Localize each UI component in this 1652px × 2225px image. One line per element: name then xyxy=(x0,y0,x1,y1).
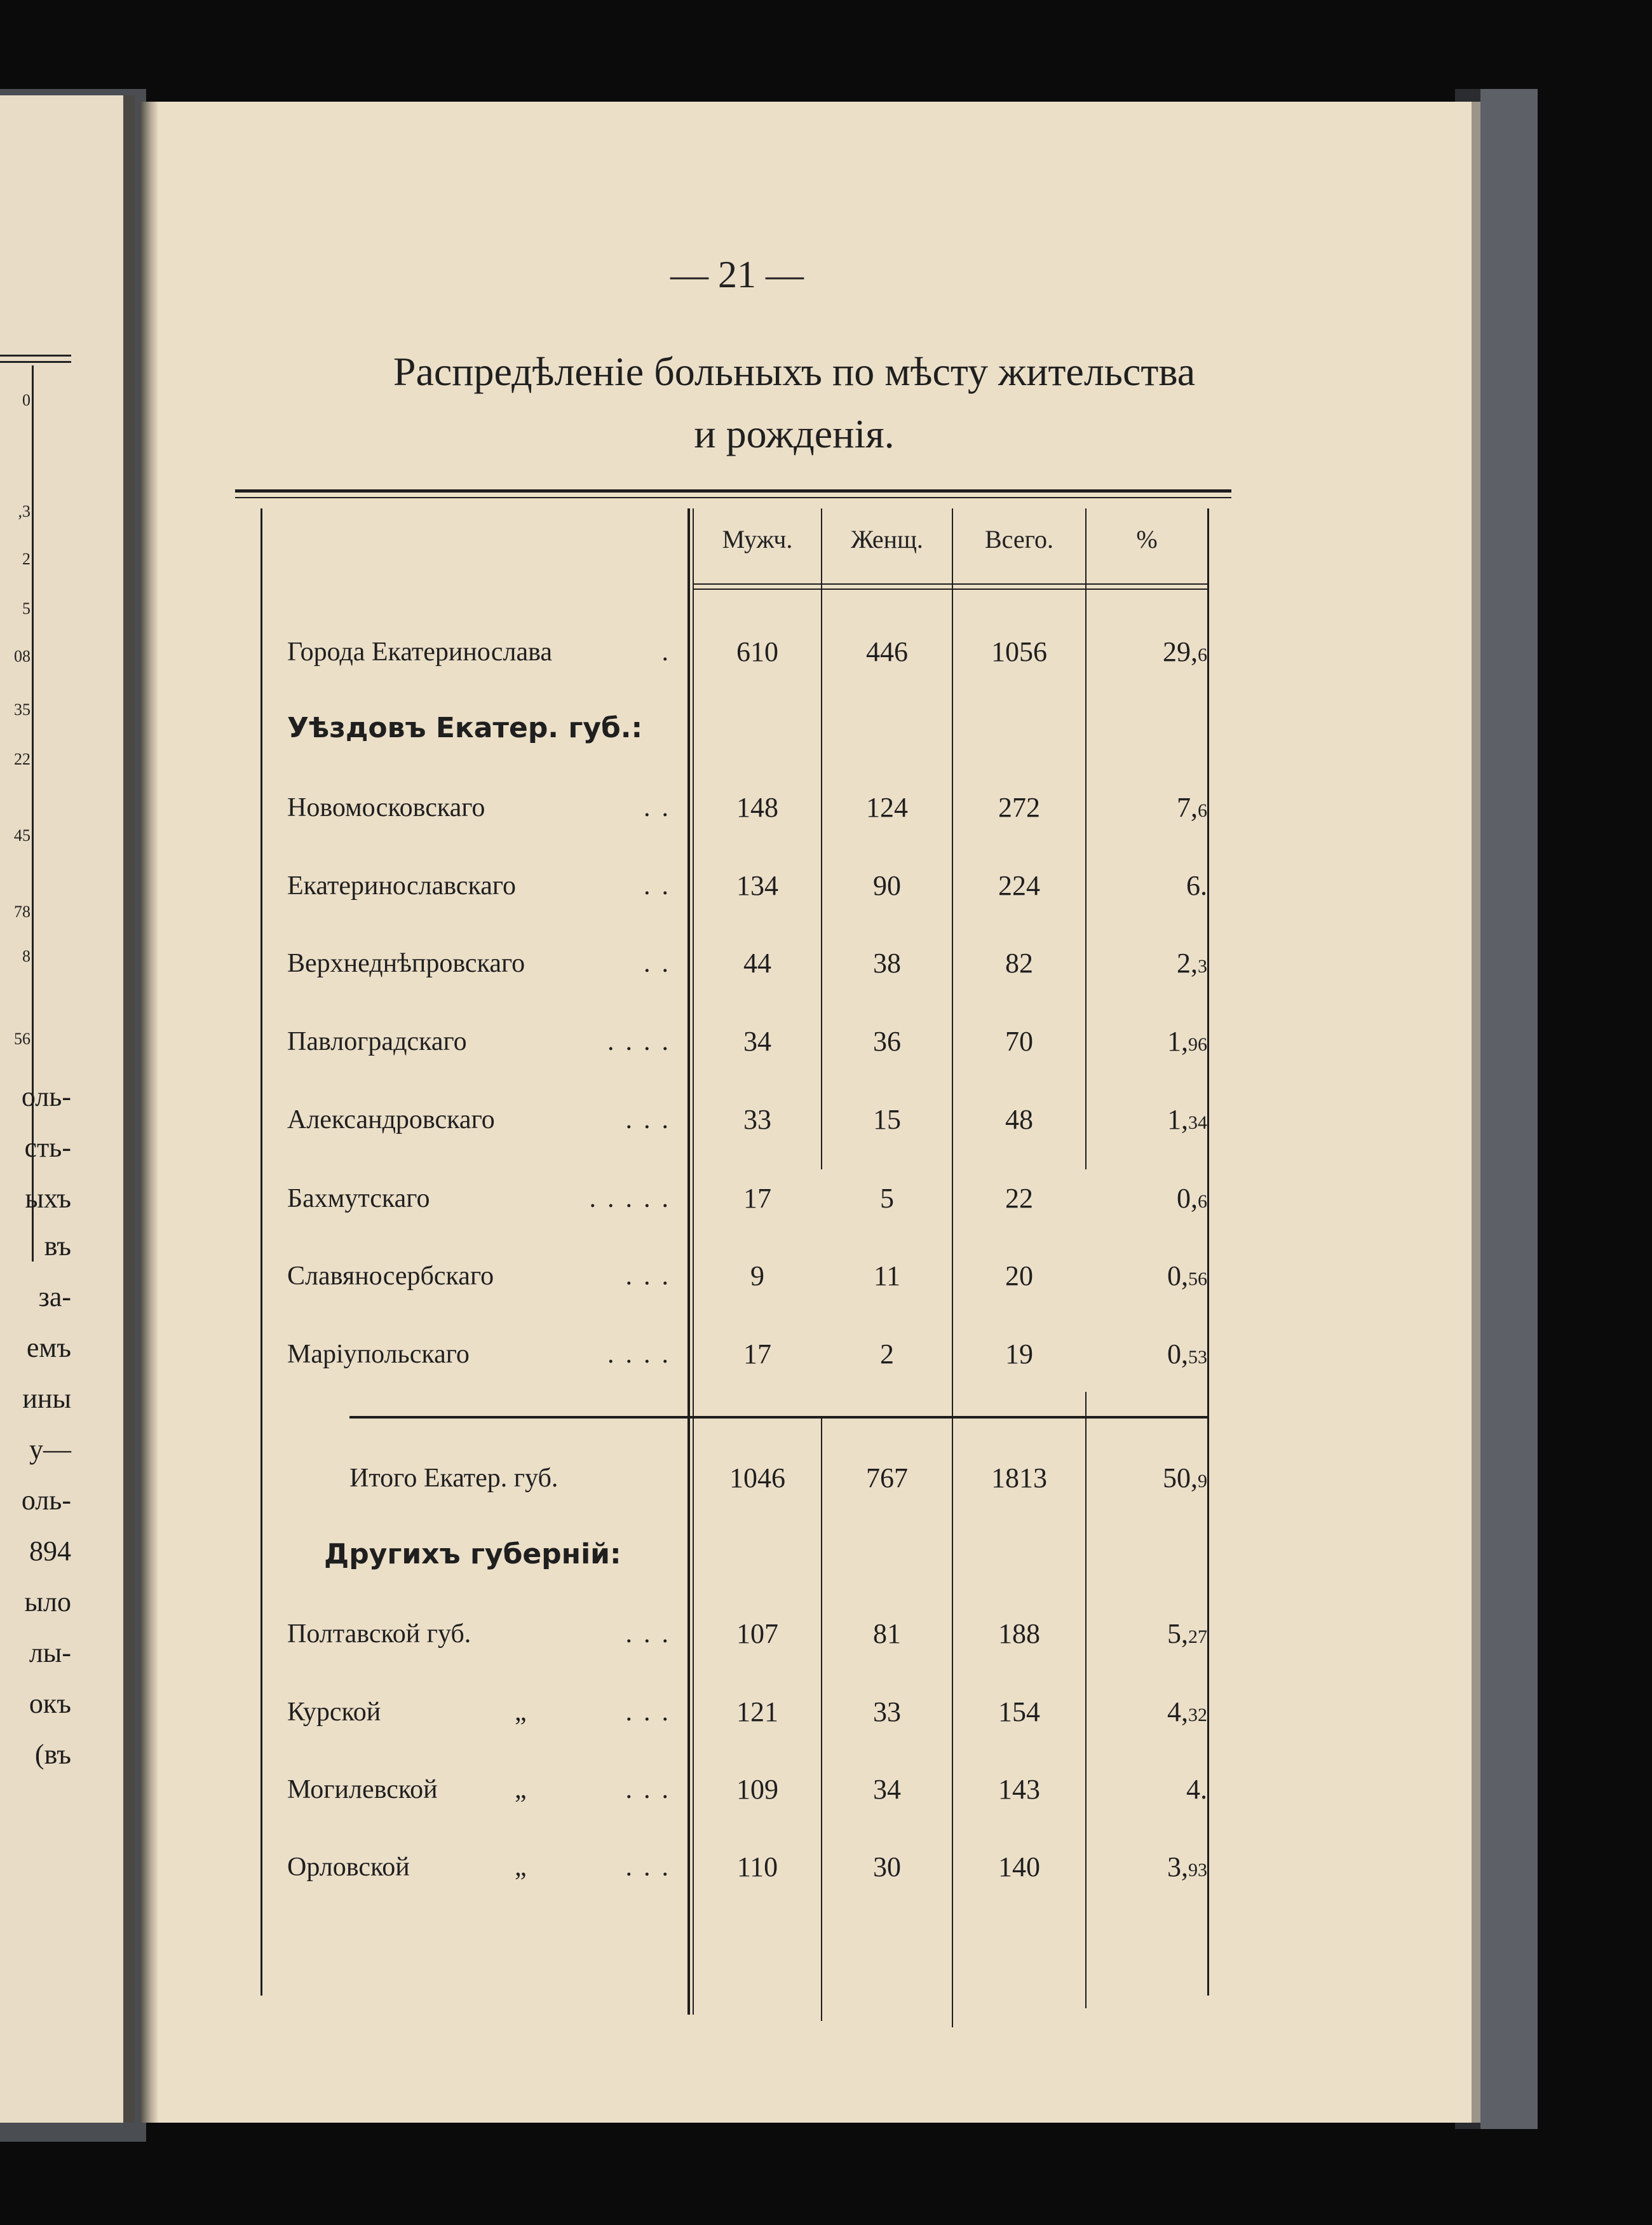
percent-integer: 0, xyxy=(1167,1260,1188,1291)
table-top-rule-thin xyxy=(235,497,1231,498)
row-label: Славяносербскаго xyxy=(287,1262,494,1291)
row-label: Александровскаго xyxy=(287,1105,495,1134)
percent-decimal: 32 xyxy=(1188,1704,1207,1725)
left-page-text-fragment: оль- xyxy=(21,1081,71,1112)
percent-decimal: 3 xyxy=(1198,956,1207,977)
table-cell-men: 109 xyxy=(736,1774,778,1805)
table-cell-men: 134 xyxy=(736,870,778,901)
table-cell-total: 22 xyxy=(1005,1183,1033,1214)
left-page-number-fragment: ,3 xyxy=(18,502,30,521)
table-cell-total: 224 xyxy=(998,870,1040,901)
section-heading: Уѣздовъ Екатер. губ.: xyxy=(287,712,643,744)
percent-decimal: 93 xyxy=(1188,1860,1207,1881)
ditto-mark: „ xyxy=(515,1853,538,1882)
left-page-number-fragment: 0 xyxy=(22,391,30,409)
page-title-line2: и рожденія. xyxy=(694,411,895,456)
left-page-text-fragment: ины xyxy=(22,1383,71,1414)
percent-integer: 5, xyxy=(1167,1618,1188,1649)
leader-dots: ... xyxy=(625,1698,680,1727)
table-cell-total: 140 xyxy=(998,1851,1040,1882)
percent-integer: 29, xyxy=(1163,636,1198,667)
table-cell-women: 33 xyxy=(873,1696,901,1727)
ditto-mark: „ xyxy=(515,1698,538,1727)
percent-integer: 0, xyxy=(1167,1338,1188,1370)
left-page-text-fragment: за- xyxy=(38,1281,71,1312)
leader-dots: .. xyxy=(644,949,680,978)
leader-dots: ... xyxy=(625,1619,680,1649)
table-top-rule xyxy=(235,489,1231,493)
table-cell-percent xyxy=(1087,947,1207,979)
left-page-fragment xyxy=(0,95,135,2123)
table-cell-men: 148 xyxy=(736,792,778,823)
table-cell-women: 15 xyxy=(873,1104,901,1135)
left-page-text-fragment: ыхъ xyxy=(25,1183,71,1214)
left-page-number-fragment: 45 xyxy=(14,826,30,845)
left-page-number-fragment: 08 xyxy=(14,647,30,665)
right-page xyxy=(140,102,1480,2123)
table-cell-total: 1056 xyxy=(991,636,1047,667)
row-label: Новомосковскаго xyxy=(287,793,485,822)
percent-integer: 6. xyxy=(1186,870,1207,901)
column-divider-3 xyxy=(1085,508,1087,1169)
column-header-women: Женщ. xyxy=(851,525,923,554)
leader-dots: .. xyxy=(644,793,680,822)
table-cell-women: 38 xyxy=(873,948,901,979)
table-cell-men: 33 xyxy=(743,1104,771,1135)
percent-decimal: 56 xyxy=(1188,1269,1207,1289)
table-cell-total: 1813 xyxy=(991,1462,1047,1494)
row-label: Бахмутскаго xyxy=(287,1184,430,1213)
table-cell-total: 20 xyxy=(1005,1260,1033,1291)
leader-dots: .... xyxy=(607,1340,680,1369)
left-page-text-fragment: 894 xyxy=(29,1535,71,1567)
left-page-text-fragment: лы- xyxy=(29,1637,71,1668)
table-left-border xyxy=(261,508,262,1996)
table-cell-percent xyxy=(1087,1103,1207,1136)
table-cell-total: 154 xyxy=(998,1696,1040,1727)
percent-integer: 1, xyxy=(1167,1104,1188,1135)
leader-dots: .. xyxy=(644,871,680,901)
table-cell-men: 34 xyxy=(743,1026,771,1057)
table-cell-men: 121 xyxy=(736,1696,778,1727)
table-cell-percent xyxy=(1087,1851,1207,1883)
label-column-divider xyxy=(687,508,690,2015)
table-cell-percent xyxy=(1087,1338,1207,1370)
table-cell-percent xyxy=(1087,1462,1207,1494)
percent-decimal: 6 xyxy=(1198,800,1207,821)
row-label: Павлоградскаго xyxy=(287,1027,467,1056)
row-label: Верхнеднѣпровскаго xyxy=(287,949,525,978)
left-page-text-fragment: ыло xyxy=(24,1586,71,1617)
leader-dots: ... xyxy=(625,1105,680,1134)
row-label: Маріупольскаго xyxy=(287,1340,470,1369)
left-page-number-fragment: 35 xyxy=(14,700,30,719)
percent-decimal: 9 xyxy=(1198,1471,1207,1492)
table-cell-men: 610 xyxy=(736,636,778,667)
left-page-number-fragment: 22 xyxy=(14,750,30,768)
page-content xyxy=(140,102,1480,2123)
row-label: Могилевской xyxy=(287,1775,438,1804)
left-page-text-fragment: емъ xyxy=(26,1332,71,1363)
table-cell-women: 11 xyxy=(873,1260,901,1291)
table-cell-women: 2 xyxy=(880,1338,894,1370)
percent-decimal: 27 xyxy=(1188,1626,1207,1647)
percent-decimal: 6 xyxy=(1198,1191,1207,1212)
leader-dots: ... xyxy=(625,1262,680,1291)
table-cell-total: 48 xyxy=(1005,1104,1033,1135)
page-number: — 21 — xyxy=(670,254,804,296)
leader-dots: ..... xyxy=(589,1184,680,1213)
left-page-text-fragment: въ xyxy=(44,1230,71,1262)
percent-integer: 7, xyxy=(1177,792,1198,823)
table-cell-women: 90 xyxy=(873,870,901,901)
left-page-text-fragment: окъ xyxy=(29,1688,71,1719)
left-page-text-fragment: у— xyxy=(29,1434,71,1465)
column-header-men: Мужч. xyxy=(722,525,793,554)
table-cell-percent xyxy=(1087,869,1207,902)
percent-integer: 4, xyxy=(1167,1696,1188,1727)
left-page-number-fragment: 56 xyxy=(14,1030,30,1048)
table-cell-total: 272 xyxy=(998,792,1040,823)
table-cell-percent xyxy=(1087,1025,1207,1058)
percent-integer: 0, xyxy=(1177,1183,1198,1214)
page-gutter xyxy=(123,95,135,2123)
table-cell-men: 107 xyxy=(736,1618,778,1649)
table-cell-men: 1046 xyxy=(729,1462,785,1494)
percent-decimal: 96 xyxy=(1188,1034,1207,1055)
row-label: Города Екатеринослава xyxy=(287,637,553,667)
left-page-text-fragment: оль- xyxy=(21,1485,71,1516)
table-cell-women: 446 xyxy=(866,636,908,667)
left-page-rule xyxy=(0,361,71,363)
table-cell-women: 124 xyxy=(866,792,908,823)
table-cell-total: 143 xyxy=(998,1774,1040,1805)
table-cell-percent xyxy=(1087,791,1207,824)
column-header-percent: % xyxy=(1136,525,1158,554)
ditto-mark: „ xyxy=(515,1775,538,1804)
left-page-column-line xyxy=(32,365,34,1262)
table-cell-percent xyxy=(1087,1773,1207,1806)
left-page-text-fragment: сть- xyxy=(24,1132,71,1163)
table-cell-women: 30 xyxy=(873,1851,901,1882)
leader-dots: . xyxy=(661,637,680,667)
percent-integer: 1, xyxy=(1167,1026,1188,1057)
header-bottom-rule xyxy=(694,583,1207,585)
table-cell-percent xyxy=(1087,1260,1207,1292)
table-cell-men: 44 xyxy=(743,948,771,979)
table-cell-total: 19 xyxy=(1005,1338,1033,1370)
table-cell-total: 188 xyxy=(998,1618,1040,1649)
page-title: Распредѣленіе больныхъ по мѣсту жительства xyxy=(393,349,1196,394)
percent-integer: 3, xyxy=(1167,1851,1188,1882)
total-row-label: Итого Екатер. губ. xyxy=(349,1464,559,1493)
table-right-border xyxy=(1207,508,1209,1996)
table-cell-women: 5 xyxy=(880,1183,894,1214)
column-header-total: Всего. xyxy=(984,525,1054,554)
row-label: Курской xyxy=(287,1698,381,1727)
leader-dots: ... xyxy=(625,1853,680,1882)
row-label: Екатеринославскаго xyxy=(287,871,517,901)
table-cell-women: 36 xyxy=(873,1026,901,1057)
percent-integer: 50, xyxy=(1163,1462,1198,1494)
table-cell-percent xyxy=(1087,1617,1207,1650)
table-cell-total: 70 xyxy=(1005,1026,1033,1057)
percent-decimal: 34 xyxy=(1188,1112,1207,1133)
percent-integer: 2, xyxy=(1177,948,1198,979)
left-page-number-fragment: 2 xyxy=(22,550,30,568)
percent-decimal: 6 xyxy=(1198,644,1207,665)
table-cell-total: 82 xyxy=(1005,948,1033,979)
percent-decimal: 53 xyxy=(1188,1347,1207,1368)
table-cell-women: 767 xyxy=(866,1462,908,1494)
row-label: Орловской xyxy=(287,1853,410,1882)
column-divider-1 xyxy=(821,508,822,1169)
subtotal-rule xyxy=(349,1416,1207,1419)
table-cell-percent xyxy=(1087,636,1207,668)
table-cell-women: 34 xyxy=(873,1774,901,1805)
left-page-text-fragment: (въ xyxy=(34,1739,71,1770)
row-label: Полтавской губ. xyxy=(287,1619,471,1649)
left-page-number-fragment: 8 xyxy=(22,947,30,965)
table-cell-women: 81 xyxy=(873,1618,901,1649)
table-cell-men: 17 xyxy=(743,1338,771,1370)
leader-dots: .... xyxy=(607,1027,680,1056)
table-cell-men: 17 xyxy=(743,1183,771,1214)
leader-dots: ... xyxy=(625,1775,680,1804)
table-cell-men: 110 xyxy=(736,1851,778,1882)
left-page-rule xyxy=(0,355,71,357)
header-bottom-rule-2 xyxy=(694,589,1207,590)
percent-integer: 4. xyxy=(1186,1774,1207,1805)
table-cell-men: 9 xyxy=(750,1260,764,1291)
table-cell-percent xyxy=(1087,1696,1207,1728)
left-page-number-fragment: 5 xyxy=(22,599,30,618)
section-heading: Другихъ губерній: xyxy=(324,1538,621,1570)
table-cell-percent xyxy=(1087,1182,1207,1215)
left-page-number-fragment: 78 xyxy=(14,902,30,921)
